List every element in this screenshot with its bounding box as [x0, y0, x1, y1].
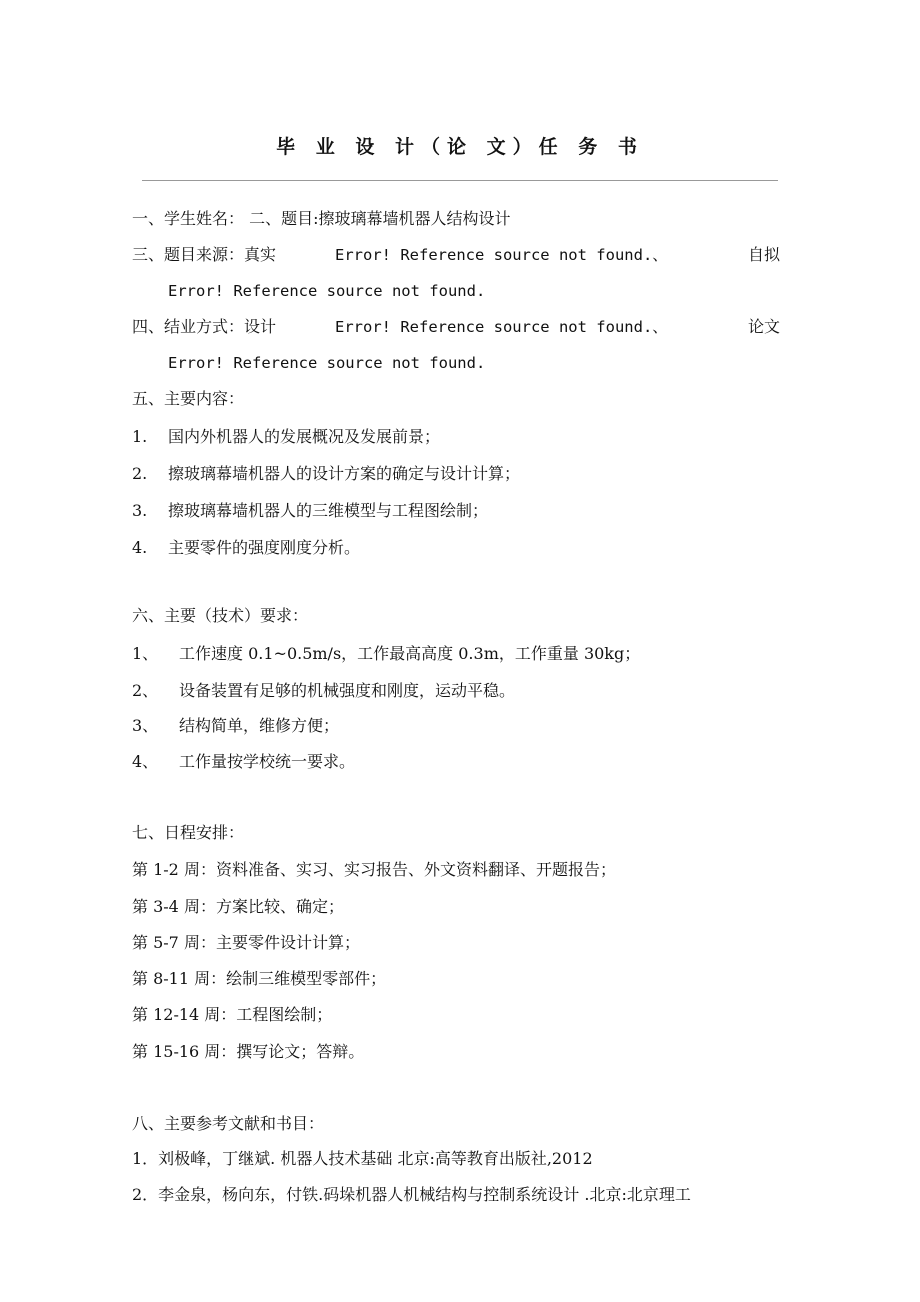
schedule-item: 第 3-4 周：方案比较、确定；: [132, 897, 344, 916]
source-error-2: Error! Reference source not found.: [168, 282, 486, 300]
list-item: 主要零件的强度刚度分析。: [168, 538, 361, 557]
list-item: 工作量按学校统一要求。: [179, 752, 356, 771]
completion-error-1: Error! Reference source not found.、: [335, 318, 668, 336]
schedule-item: 第 5-7 周：主要零件设计计算；: [132, 933, 360, 952]
source-error-1: Error! Reference source not found.、: [335, 246, 668, 264]
schedule-item: 第 1-2 周：资料准备、实习、实习报告、外文资料翻译、开题报告；: [132, 860, 616, 879]
list-item-number: 2、: [132, 681, 159, 700]
schedule-item: 第 8-11 周：绘制三维模型零部件；: [132, 969, 387, 988]
student-topic-line: 一、学生姓名： 二、题目:擦玻璃幕墙机器人结构设计: [132, 209, 511, 228]
reference-item: 2．李金泉，杨向东，付铁.码垛机器人机械结构与控制系统设计 .北京:北京理工: [132, 1185, 691, 1204]
title-divider: [142, 180, 778, 181]
source-option-self: 自拟: [748, 245, 781, 264]
list-item: 设备装置有足够的机械强度和刚度，运动平稳。: [179, 681, 516, 700]
references-heading: 八、主要参考文献和书目：: [132, 1114, 325, 1133]
list-item-number: 1、: [132, 644, 159, 663]
document-title: 毕 业 设 计（论 文）任 务 书: [276, 136, 644, 158]
completion-label: 四、结业方式：设计: [132, 317, 277, 336]
list-item-number: 4.: [132, 538, 148, 557]
list-item-number: 3.: [132, 501, 148, 520]
list-item-number: 2.: [132, 464, 148, 483]
list-item-number: 1.: [132, 427, 148, 446]
schedule-item: 第 12-14 周：工程图绘制；: [132, 1005, 333, 1024]
requirements-heading: 六、主要（技术）要求：: [132, 606, 309, 625]
schedule-heading: 七、日程安排：: [132, 823, 245, 842]
list-item-number: 3、: [132, 716, 159, 735]
completion-error-2: Error! Reference source not found.: [168, 354, 486, 372]
completion-option-thesis: 论文: [748, 317, 781, 336]
content-heading: 五、主要内容：: [132, 389, 245, 408]
list-item: 国内外机器人的发展概况及发展前景；: [168, 427, 441, 446]
source-label: 三、题目来源：真实: [132, 245, 277, 264]
list-item-number: 4、: [132, 752, 159, 771]
list-item: 擦玻璃幕墙机器人的设计方案的确定与设计计算；: [168, 464, 521, 483]
list-item: 擦玻璃幕墙机器人的三维模型与工程图绘制；: [168, 501, 489, 520]
reference-item: 1．刘极峰，丁继斌. 机器人技术基础 北京:高等教育出版社,2012: [132, 1149, 593, 1168]
list-item: 结构简单，维修方便；: [179, 716, 340, 735]
schedule-item: 第 15-16 周：撰写论文；答辩。: [132, 1042, 365, 1061]
list-item: 工作速度 0.1~0.5m/s，工作最高高度 0.3m，工作重量 30kg；: [179, 644, 641, 663]
